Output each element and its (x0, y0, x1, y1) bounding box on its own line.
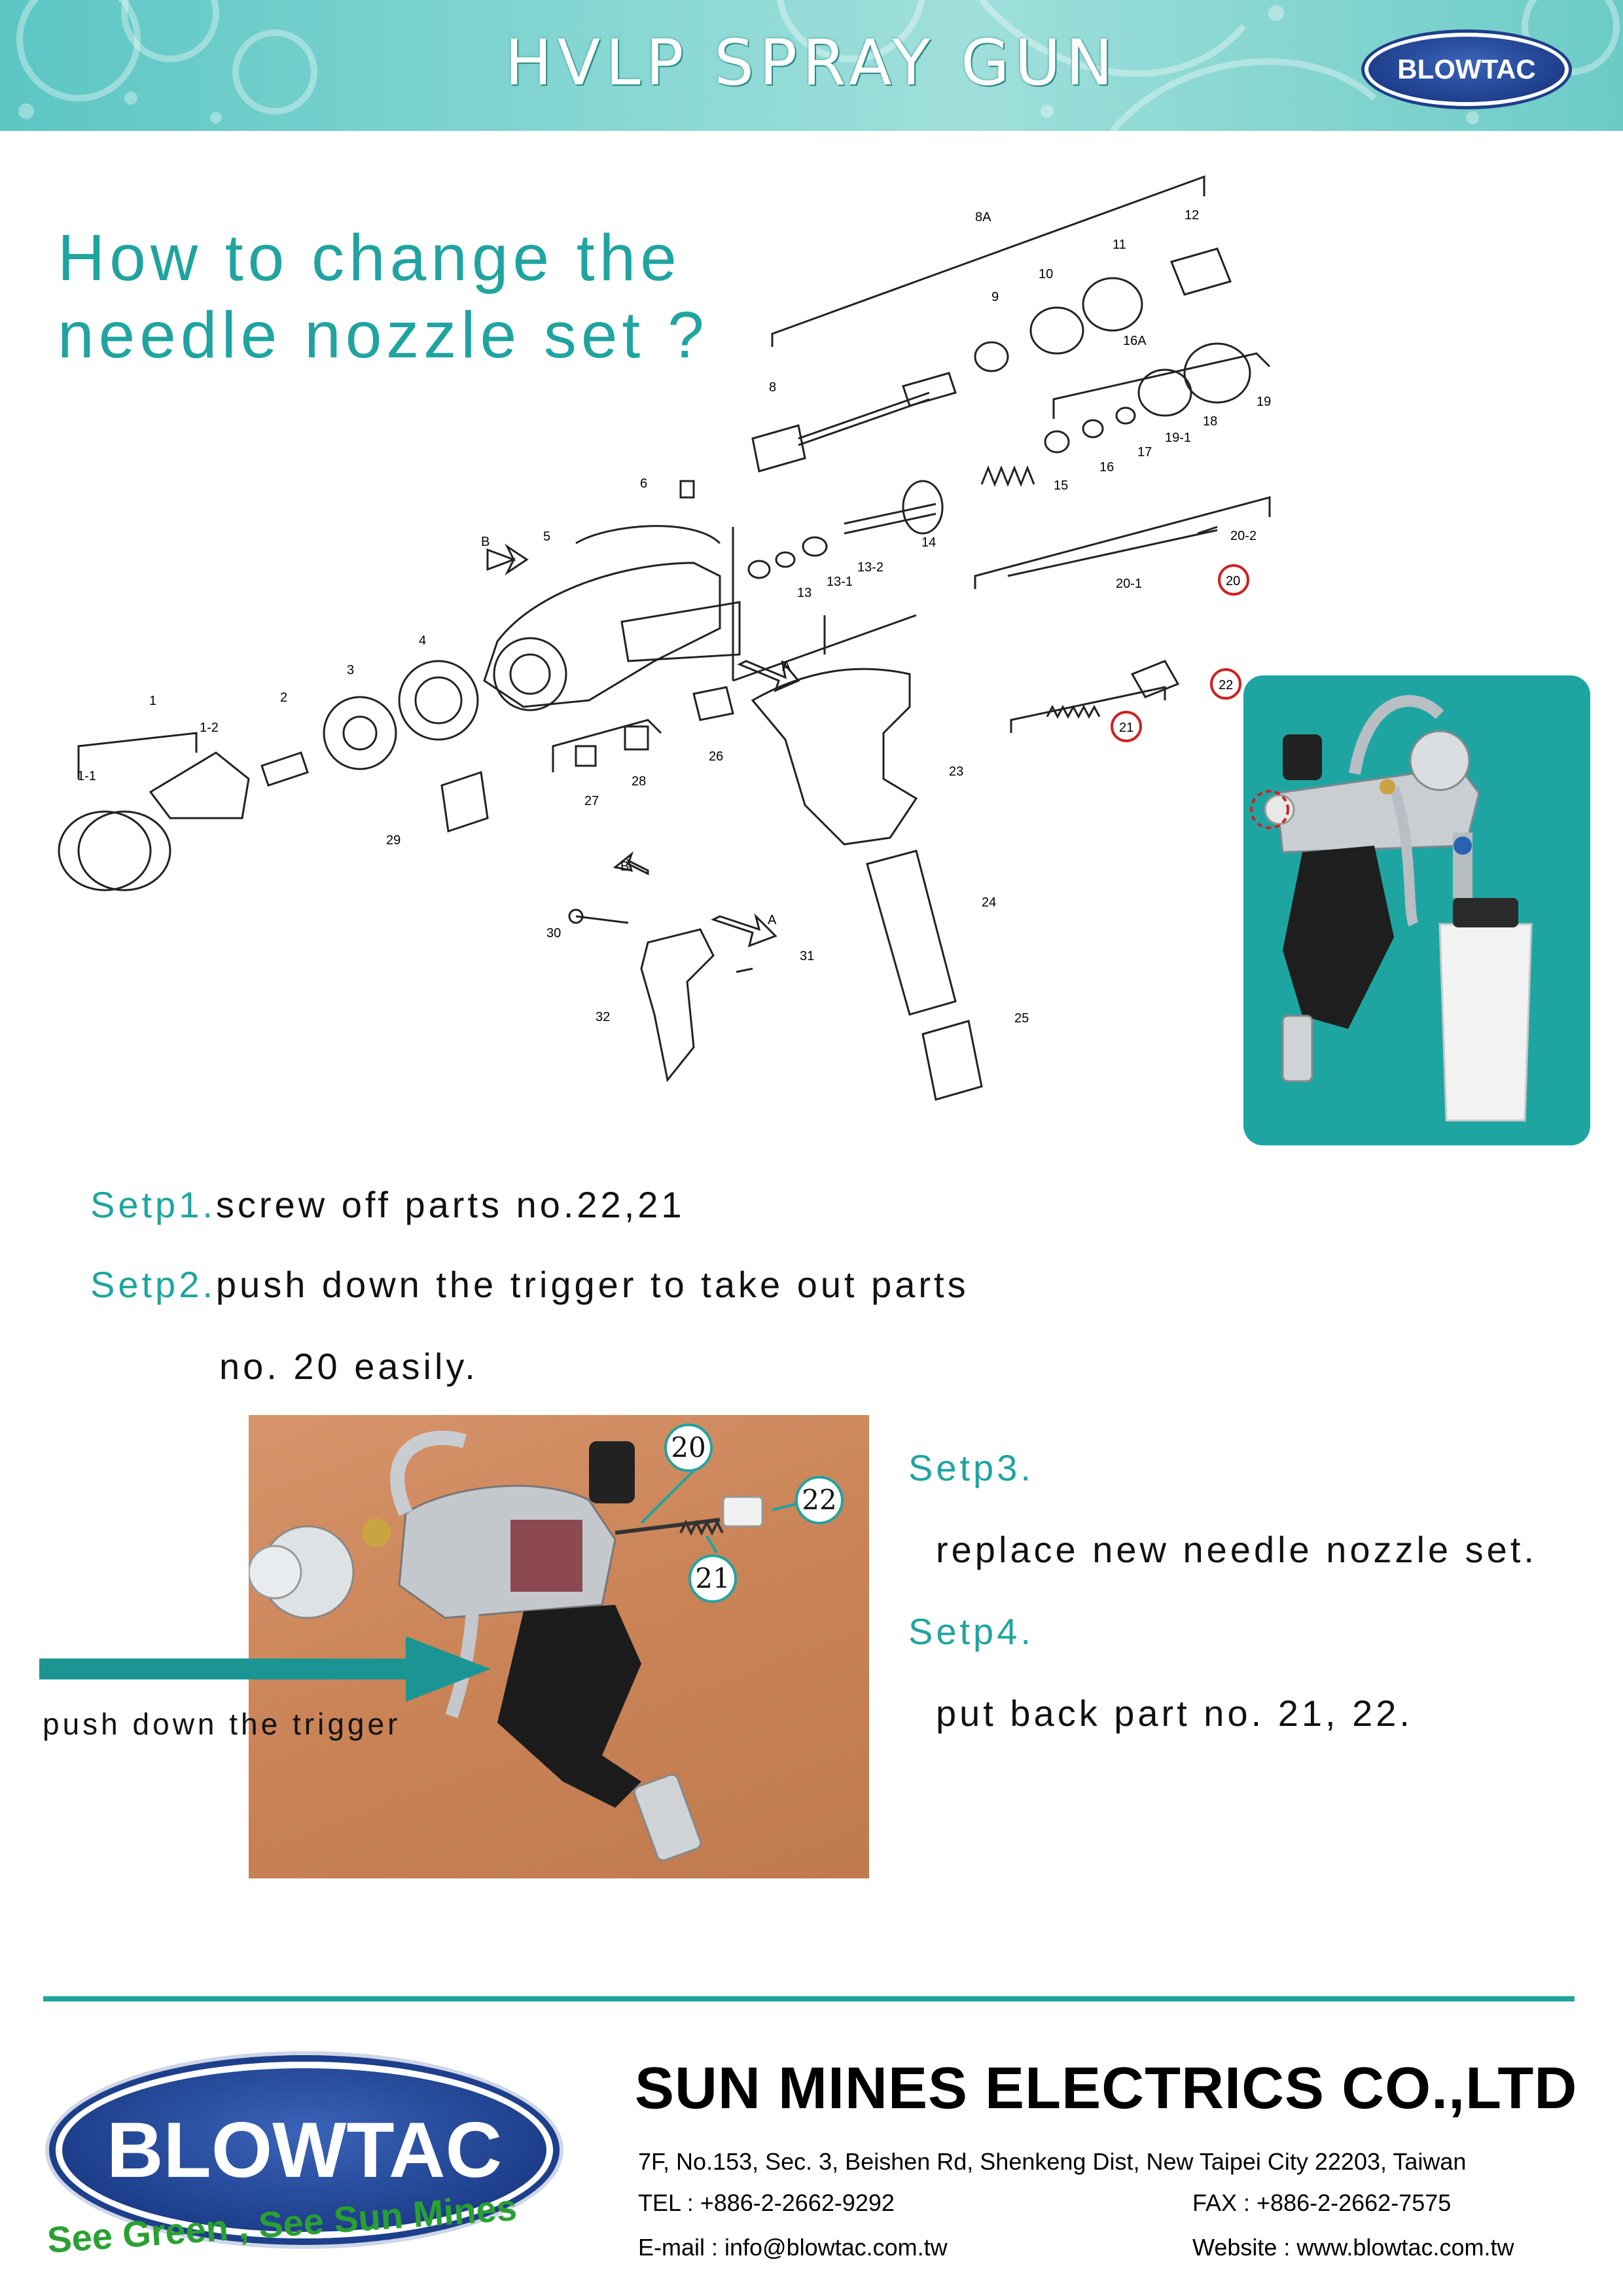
push-arrow (39, 1636, 497, 1702)
part-label: 24 (982, 895, 997, 910)
part-label: B (481, 535, 490, 549)
part-label: A (768, 913, 777, 927)
step-1-text: screw off parts no.22,21 (215, 1184, 685, 1225)
step-4-label: Setp4. (908, 1611, 1034, 1652)
bracket-27-28 (553, 720, 661, 772)
company-tel: TEL : +886-2-2662-9292 (638, 2189, 895, 2216)
part-label: 15 (1054, 478, 1069, 493)
part-label: 8A (975, 210, 991, 224)
bracket-1 (79, 733, 196, 779)
part-label: 5 (543, 529, 551, 544)
part-label: 16A (1123, 334, 1147, 348)
step-2-text: push down the trigger to take out parts (215, 1264, 969, 1305)
bracket-8a (772, 177, 1204, 347)
part-labels (77, 208, 1271, 1026)
part-label: 8 (769, 380, 777, 395)
part-label: 13 (797, 586, 812, 600)
part-label: 11 (1113, 238, 1126, 252)
part-label: 9 (991, 290, 999, 304)
step-2-label: Setp2. (90, 1264, 216, 1305)
part-label: 23 (949, 764, 964, 779)
part-label: 4 (419, 634, 427, 648)
part-label: 22 (1219, 678, 1234, 692)
part-label: 29 (386, 833, 401, 848)
step-2 (90, 1263, 969, 1306)
part-label: 28 (632, 774, 647, 789)
part-label: 26 (709, 749, 724, 764)
header-title: HVLP SPRAY GUN (505, 26, 1118, 99)
part-label: 30 (546, 926, 562, 941)
callout-20: 20 (664, 1424, 713, 1472)
part-label: 12 (1185, 208, 1200, 223)
slogan: See Green , See Sun Mines (46, 2186, 518, 2261)
part-label: 1 (149, 694, 157, 708)
part-label: 2 (280, 691, 288, 705)
bracket-16a (1054, 353, 1270, 419)
part-label: 1-1 (77, 769, 96, 783)
part-label: 14 (921, 535, 936, 550)
part-label: 19-1 (1165, 431, 1192, 445)
callout-21: 21 (688, 1554, 737, 1603)
part-label: 13-2 (857, 560, 884, 575)
header-logo: BLOWTAC (1364, 33, 1569, 106)
heading-line-1: How to change the (58, 221, 681, 295)
part-label: 31 (800, 949, 815, 963)
step-2-continuation: no. 20 easily. (219, 1346, 478, 1387)
arrow-caption: push down the trigger (43, 1707, 401, 1741)
part-label: A (782, 660, 791, 674)
spray-gun-illustration (1243, 675, 1590, 1145)
part-label: 18 (1203, 414, 1218, 429)
part-label: 20-1 (1116, 577, 1143, 591)
part-label: 27 (584, 794, 599, 808)
callout-22: 22 (795, 1476, 844, 1524)
part-label: 20-2 (1230, 529, 1257, 543)
company-website: Website : www.blowtac.com.tw (1192, 2234, 1514, 2261)
part-label: 21 (1119, 721, 1134, 735)
part-label: 32 (596, 1010, 611, 1024)
spray-gun-photo-panel (1243, 675, 1590, 1145)
part-label: 10 (1039, 267, 1054, 281)
step-3-label: Setp3. (908, 1447, 1034, 1488)
step-1 (90, 1183, 685, 1226)
step-1-label: Setp1. (90, 1184, 216, 1225)
step-4-text: put back part no. 21, 22. (936, 1693, 1413, 1734)
part-label: 3 (347, 663, 355, 677)
part-label: B (620, 859, 630, 874)
step-3-text: replace new needle nozzle set. (936, 1529, 1537, 1570)
part-label: 1-2 (200, 721, 219, 735)
part-label: 6 (640, 476, 648, 491)
footer-logo: BLOWTAC (56, 2062, 553, 2238)
company-email: E-mail : info@blowtac.com.tw (638, 2234, 948, 2261)
heading-line-2: needle nozzle set ? (58, 298, 709, 372)
part-label: 16 (1099, 460, 1115, 475)
part-label: 13-1 (827, 575, 853, 589)
company-name: SUN MINES ELECTRICS CO.,LTD (635, 2056, 1578, 2121)
part-label: 25 (1014, 1011, 1029, 1026)
part-label: 17 (1137, 445, 1152, 459)
footer-divider (43, 1996, 1575, 2001)
part-label: 20 (1226, 574, 1241, 588)
company-fax: FAX : +886-2-2662-7575 (1192, 2189, 1452, 2216)
company-address: 7F, No.153, Sec. 3, Beishen Rd, Shenkeng Dist, New Taipei City 22203, Taiwan (638, 2148, 1467, 2175)
part-label: 19 (1257, 395, 1272, 409)
